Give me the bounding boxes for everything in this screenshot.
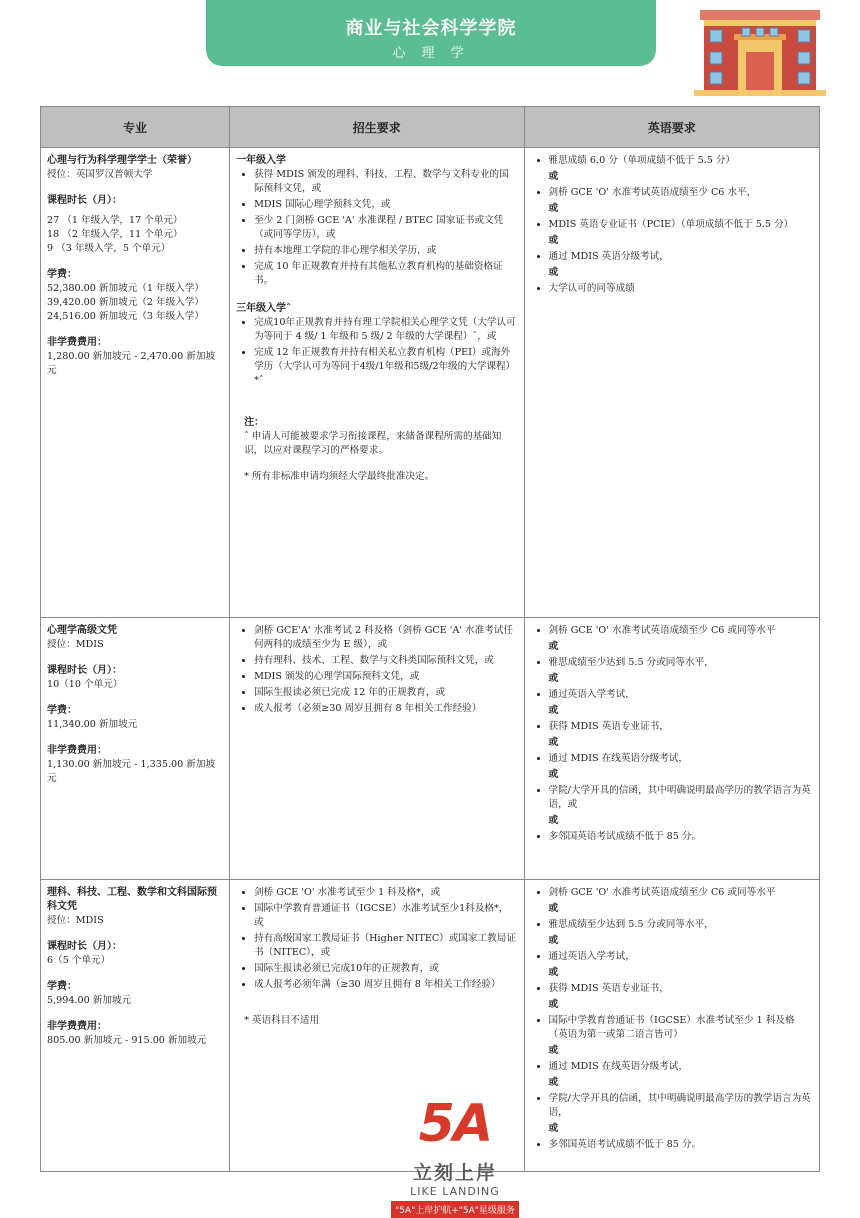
faculty-subtitle: 心 理 学 xyxy=(392,46,470,61)
list-item: • 通过 MDIS 英语分级考试， xyxy=(549,250,814,264)
or-label: 或 xyxy=(548,1077,559,1088)
english-cell xyxy=(524,618,820,880)
or-label: 或 xyxy=(548,1045,559,1056)
nonfee-label: 非学费费用： xyxy=(47,1021,107,1032)
list-item: • 持有本地理工学院的非心理学相关学历，或 xyxy=(254,244,517,258)
list-item: • 学院/大学开具的信函，其中明确说明最高学历的教学语言为英语， xyxy=(549,1092,814,1120)
list-item: • 国际生报读必须已完成10年的正规教育，或 xyxy=(254,962,517,976)
or-label: 或 xyxy=(548,903,559,914)
list-item: • 通过 MDIS 在线英语分级考试， xyxy=(549,1060,814,1074)
list-item: • 剑桥 GCE'A' 水准考试 2 科及格（剑桥 GCE 'A' 水准考试任何两科的成绩至少为 E 级），或 xyxy=(254,624,517,652)
program-award: 授位：MDIS xyxy=(47,639,104,650)
header-admission: 招生要求 xyxy=(230,107,524,148)
program-info-cell xyxy=(41,618,230,880)
logo-english-name: LIKE LANDING xyxy=(410,1185,500,1198)
admission-list xyxy=(236,624,517,716)
list-item: • 至少 2 门剑桥 GCE 'A' 水准课程 / BTEC 国家证书或文凭（或同等学历），或 xyxy=(254,214,517,242)
english-cell xyxy=(524,148,820,618)
fee-value: 52,380.00 新加坡元（1 年级入学） xyxy=(47,283,204,294)
list-item: • MDIS 英语专业证书（PCIE）（单项成绩不低于 5.5 分） xyxy=(549,218,814,232)
nonfee-value: 1,130.00 新加坡元 - 1,335.00 新加坡元 xyxy=(47,759,216,784)
or-label: 或 xyxy=(548,641,559,652)
list-item: • 持有高级国家工教局证书（Higher NITEC）或国家工教局证书（NITEC），或 xyxy=(254,932,517,960)
table-row xyxy=(41,148,820,618)
table-row xyxy=(41,618,820,880)
list-item: • 国际中学教育普通证书（IGCSE）水准考试至少 1 科及格（英语为第一或第二语言皆可） xyxy=(549,1014,814,1042)
list-item: • 剑桥 GCE 'O' 水准考试英语成绩至少 C6 或同等水平 xyxy=(549,624,814,638)
list-item: • 通过英语入学考试， xyxy=(549,688,814,702)
admission-cell xyxy=(230,618,524,880)
list-item: • 大学认可的同等成绩 xyxy=(549,282,814,296)
program-title: 心理与行为科学理学学士（荣誉） xyxy=(47,155,197,166)
admission-cell xyxy=(230,148,524,618)
fee-value: 11,340.00 新加坡元 xyxy=(47,719,138,730)
note-title: 注： xyxy=(244,417,265,428)
list-item: • 通过 MDIS 在线英语分级考试， xyxy=(549,752,814,766)
english-list xyxy=(531,154,814,168)
or-label: 或 xyxy=(548,267,559,278)
program-title: 心理学高级文凭 xyxy=(47,625,117,636)
program-info-cell xyxy=(41,880,230,1172)
list-item: • 成人报考必须年满（≥30 周岁且拥有 8 年相关工作经验） xyxy=(254,978,517,992)
or-label: 或 xyxy=(548,1123,559,1134)
fee-label: 学费： xyxy=(47,705,77,716)
nonfee-value: 1,280.00 新加坡元 - 2,470.00 新加坡元 xyxy=(47,351,216,376)
duration-label: 课程时长（月）： xyxy=(47,665,122,676)
fee-value: 24,516.00 新加坡元（3 年级入学） xyxy=(47,311,204,322)
list-item: • 国际生报读必须已完成 12 年的正规教育，或 xyxy=(254,686,517,700)
list-item: • MDIS 国际心理学预科文凭，或 xyxy=(254,198,517,212)
header-major: 专业 xyxy=(41,107,230,148)
nonfee-value: 805.00 新加坡元 - 915.00 新加坡元 xyxy=(47,1035,207,1046)
duration-label: 课程时长（月）： xyxy=(47,941,122,952)
or-label: 或 xyxy=(548,235,559,246)
or-label: 或 xyxy=(548,171,559,182)
list-item: • 获得 MDIS 英语专业证书， xyxy=(549,720,814,734)
logo-chinese-name: 立刻上岸 xyxy=(412,1162,497,1184)
nonfee-label: 非学费费用： xyxy=(47,745,107,756)
list-item: • 雅思成绩 6.0 分（单项成绩不低于 5.5 分） xyxy=(549,154,814,168)
admission-list xyxy=(236,886,517,992)
list-item: • 持有理科、技术、工程、数学与文科类国际预科文凭，或 xyxy=(254,654,517,668)
list-item: • MDIS 颁发的心理学国际预科文凭，或 xyxy=(254,670,517,684)
or-label: 或 xyxy=(548,999,559,1010)
list-item: • 多邻国英语考试成绩不低于 85 分。 xyxy=(549,1138,814,1152)
or-label: 或 xyxy=(548,967,559,978)
duration-value: 27 （1 年级入学，17 个单元） xyxy=(47,215,183,226)
or-label: 或 xyxy=(548,705,559,716)
program-table xyxy=(40,106,820,1172)
list-item: • 获得 MDIS 英语专业证书， xyxy=(549,982,814,996)
program-title: 理科、科技、工程、数学和文科国际预科文凭 xyxy=(47,887,217,912)
fee-value: 39,420.00 新加坡元（2 年级入学） xyxy=(47,297,204,308)
footnote: * 英语科目不适用 xyxy=(244,1015,320,1026)
list-item: • 获得 MDIS 颁发的理科、科技、工程、数学与文科专业的国际预科文凭，或 xyxy=(254,168,517,196)
list-item: • 完成 12 年正规教育并持有相关私立教育机构（PEI）或海外学历（大学认可为等同于4级/1年级和5级/2年级的大学课程）*ˆ xyxy=(254,346,517,388)
list-item: • 国际中学教育普通证书（IGCSE）水准考试至少1科及格*，或 xyxy=(254,902,517,930)
school-building-icon xyxy=(694,4,826,96)
program-award: 授位：MDIS xyxy=(47,915,104,926)
logo-tagline: "5A"上岸护航+"5A"星级服务 xyxy=(391,1201,519,1218)
duration-value: 18 （2 年级入学，11 个单元） xyxy=(47,229,183,240)
list-item: • 多邻国英语考试成绩不低于 85 分。 xyxy=(549,830,814,844)
duration-label: 课程时长（月）： xyxy=(47,195,122,206)
header-english: 英语要求 xyxy=(524,107,820,148)
or-label: 或 xyxy=(548,935,559,946)
list-item: • 成人报考（必须≥30 周岁且拥有 8 年相关工作经验） xyxy=(254,702,517,716)
table-header-row xyxy=(41,107,820,148)
list-item: • 完成 10 年正规教育并持有其他私立教育机构的基础资格证书。 xyxy=(254,260,517,288)
list-item: • 剑桥 GCE 'O' 水准考试至少 1 科及格*，或 xyxy=(254,886,517,900)
program-info-cell xyxy=(41,148,230,618)
list-item: • 剑桥 GCE 'O' 水准考试英语成绩至少 C6 水平， xyxy=(549,186,814,200)
note-text: * 所有非标准申请均须经大学最终批准决定。 xyxy=(244,471,435,482)
fee-value: 5,994.00 新加坡元 xyxy=(47,995,132,1006)
or-label: 或 xyxy=(548,815,559,826)
list-item: • 学院/大学开具的信函，其中明确说明最高学历的教学语言为英语，或 xyxy=(549,784,814,812)
duration-value: 6（5 个单元） xyxy=(47,955,111,966)
admission-list xyxy=(236,168,517,288)
list-item: • 雅思成绩至少达到 5.5 分或同等水平， xyxy=(549,918,814,932)
or-label: 或 xyxy=(548,673,559,684)
or-label: 或 xyxy=(548,769,559,780)
list-item: • 剑桥 GCE 'O' 水准考试英语成绩至少 C6 或同等水平 xyxy=(549,886,814,900)
faculty-header-tab xyxy=(206,0,656,66)
list-item: • 雅思成绩至少达到 5.5 分或同等水平， xyxy=(549,656,814,670)
logo-mark: 5A xyxy=(418,1094,492,1154)
or-label: 或 xyxy=(548,737,559,748)
nonfee-label: 非学费费用： xyxy=(47,337,107,348)
list-item: • 通过英语入学考试， xyxy=(549,950,814,964)
intake-year3-title: 三年级入学ˆ xyxy=(236,303,292,314)
note-text: ˆ 申请人可能被要求学习衔接课程，来储备课程所需的基础知识，以应对课程学习的严格要求。 xyxy=(244,431,502,456)
intake-year1-title: 一年级入学 xyxy=(236,155,287,166)
english-cell xyxy=(524,880,820,1172)
duration-value: 9 （3 年级入学，5 个单元） xyxy=(47,243,171,254)
list-item: • 完成10年正规教育并持有理工学院相关心理学文凭（大学认可为等同于 4 级/ 1 年级和 5 级/ 2 年级的大学课程）ˆ，或 xyxy=(254,316,517,344)
or-label: 或 xyxy=(548,203,559,214)
fee-label: 学费： xyxy=(47,269,77,280)
program-award: 授位：英国罗汉普顿大学 xyxy=(47,169,153,180)
faculty-title: 商业与社会科学学院 xyxy=(345,18,517,39)
fee-label: 学费： xyxy=(47,981,77,992)
admission-list xyxy=(236,316,517,388)
brand-logo xyxy=(380,1096,530,1216)
duration-value: 10（10 个单元） xyxy=(47,679,123,690)
